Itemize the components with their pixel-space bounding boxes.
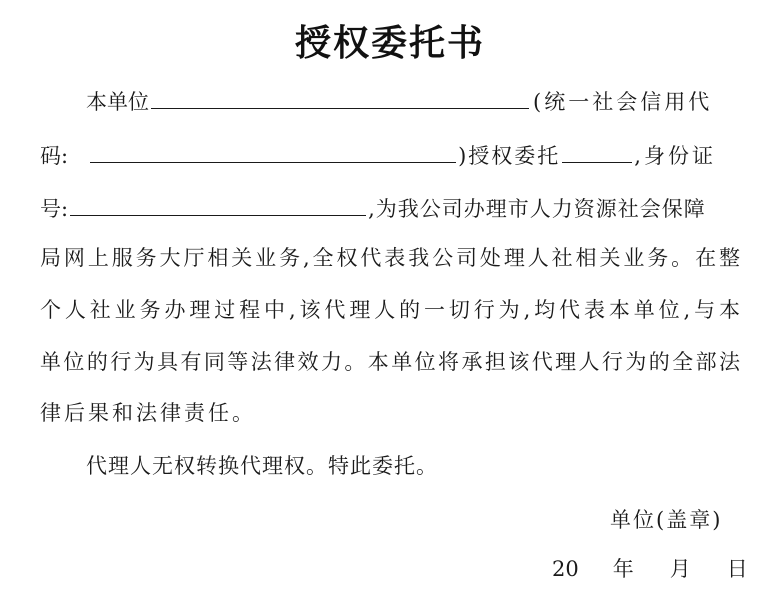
document-title: 授权委托书 xyxy=(294,23,485,64)
date-month: 月 xyxy=(669,557,691,581)
id-card-label: ,身份证 xyxy=(634,144,716,168)
code-label: 码: xyxy=(40,144,69,168)
closing-statement: 代理人无权转换代理权。特此委托。 xyxy=(86,454,438,478)
signature-seal: 单位(盖章) xyxy=(610,508,723,532)
line-company xyxy=(86,86,712,117)
line-id-number xyxy=(40,193,706,224)
body-line-2: 个人社业务办理过程中,该代理人的一切行为,均代表本单位,与本 xyxy=(40,298,740,322)
body-line-4: 律后果和法律责任。 xyxy=(40,401,256,425)
credit-code-label: (统一社会信用代 xyxy=(533,90,713,114)
company-name-blank[interactable] xyxy=(151,86,529,109)
company-label: 本单位 xyxy=(86,90,149,114)
delegate-name-blank[interactable] xyxy=(562,140,632,163)
id-number-label: 号: xyxy=(40,197,69,221)
date-year-prefix: 20 xyxy=(552,557,579,581)
credit-code-blank[interactable] xyxy=(90,140,456,163)
body-line-1: 局网上服务大厅相关业务,全权代表我公司处理人社相关业务。在整 xyxy=(40,246,740,270)
delegate-label: )授权委托 xyxy=(458,144,561,168)
body-line-3: 单位的行为具有同等法律效力。本单位将承担该代理人行为的全部法 xyxy=(40,350,740,374)
date-day: 日 xyxy=(726,557,748,581)
purpose-text: ,为我公司办理市人力资源社会保障 xyxy=(368,197,706,221)
line-credit-code xyxy=(40,140,716,171)
id-number-blank[interactable] xyxy=(70,193,366,216)
date-line xyxy=(552,554,748,584)
date-year: 年 xyxy=(612,557,634,581)
